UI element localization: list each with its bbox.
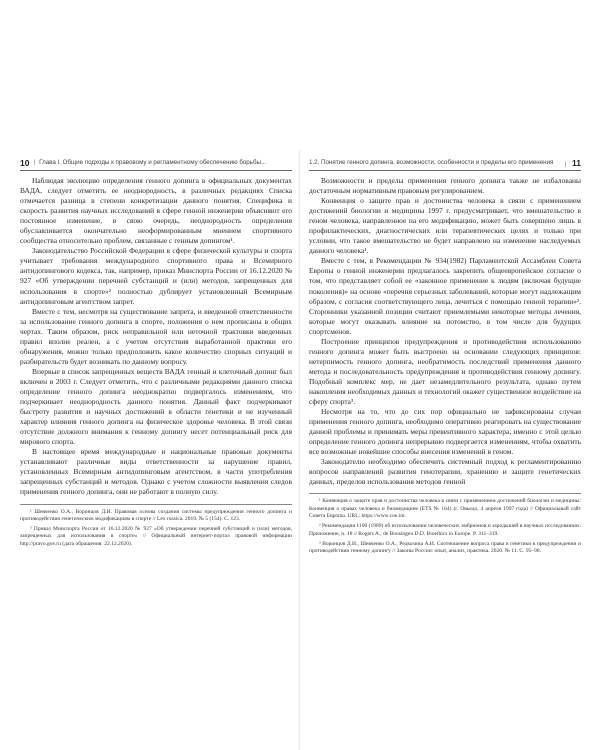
paragraph: Наблюдая эволюцию определения генного допинга в официальных документах ВАДА, следует отметить ее неоднородность, в различных редакциях Списка отмечается разница в степени конкретизации данного понятия. Специфика и скорость развития научных исследований в сфере генной инженерии объясняют его постоянное изменение, в свою очередь, неоднородность определения обуславливается окончательно неоформированным мнением спортивного сообщества относительно проблем, связанные с генным допингом¹. [20,176,292,246]
left-body-text [20,176,292,498]
left-running-header [20,157,292,171]
left-running-head: Глава I. Общие подходы к правовому и регламентному обеспечению борьбы... [39,159,267,166]
left-page-number: 10 [20,157,30,168]
footnote: ¹ Конвенция о защите прав и достоинства человека в связи с применением достижений биологии и медицины: Конвенция о правах человека и биомедицине (ETS № 164) (г. Овьедо, 4 апреля 1997 года) // Официальный сайт Совета Европы. URL: https://www.coe.int. [309,498,581,520]
right-running-header [309,157,581,171]
paragraph: Конвенция о защите прав и достоинства человека в связи с применением достижений биологии и медицины 1997 г. предусматривает, что вмешательство в геном человека, направленное на его модификацию, может быть совершено лишь в профилактических, диагностических или терапевтических целях и только при условии, что такое вмешательство не будет направлено на изменение наследуемых данного человека¹. [309,196,581,256]
right-page-number: 11 [572,157,581,168]
footnote: ² Приказ Минспорта России от 16.12.2020 № 927 «Об утверждении перечней субстанций и (или) методов, запрещенных для использования в спорте» // Официальный интернет-портал правовой информации http://pravo.gov.ru (дата обращения: 22.12.2020). [20,526,292,547]
paragraph: Законодательство Российской Федерации в сфере физической культуры и спорта учитывает требования международного спортивного права и Всемирного антидопингового кодекса, так, например, приказ Минспорта России от 16.12.2020 № 927 «Об утверждении перечней субстанций и (или) методов, запрещенных для использования в спорте»² полностью дублирует установленный Всемирным антидопинговым агентством запрет. [20,246,292,306]
paragraph: Законодателю необходимо обеспечить системный подход к регламентированию вопросов направлений развития генотерапии, хранению и защите генетических данных, пределов использования методов генной [309,457,581,487]
header-separator: | [564,160,567,168]
paragraph: Возможности и пределы применения генного допинга также не избалованы достаточным нормативным правовым регулированием. [309,176,581,196]
paragraph: Впервые в список запрещенных веществ ВАДА генный и клеточный допинг был включен в 2003 г. Следует отметить, что с различными редакциями данного списка определение генного допинга неоднократно подвергалось изменениям, что подчеркивает неоднородность данного понятия. Данный факт подчеркивают быстроту развития и научных достижений в области генетики и не изученный характер влияния генного допинга на физическое здоровье человека. В этой связи отсутствие должного внимания к генному допингу несет потенциальный риск для мирового спорта. [20,366,292,447]
right-footnotes [309,493,581,555]
footnote: ¹ Шевченко О.А., Воронцов Д.И. Правовая основа создания системы предупреждения генного допинга и противодействия генетическим модификациям в спорте // Lex russica. 2019. № 5 (154). С. 123. [20,508,292,522]
footnote: ² Рекомендация 1100 (1989) об использовании человеческих эмбрионов и зародышей в научных исследованиях. Приложение, п. 18 // Rogers A., de Bousingen D.D. Bioethics in Europe. P. 311–319. [309,523,581,537]
paragraph: Построение принципов предупреждения и противодействия использованию генного допинга может быть выстроено на основании следующих принципов: нетерпимость генного допинга, необратимость последствий применения данного метода и последовательность предупреждения и противодействия генному допингу. Подобный комплекс мер, не дает незамедлительного результата, однако путем накопления необходимых данных и технологий окажет существенное воздействие на сферу спорта³. [309,336,581,407]
footnote: ³ Воронцов Д.И., Шевченко О.А., Редкозина А.И. Соотношение вопроса права и генетики в предупреждении и противодействии генному допингу // Законы России: опыт, анализ, практика. 2020. № 11. С. 95–98. [309,540,581,555]
header-separator: | [33,159,36,166]
left-page [20,157,292,551]
right-page [309,157,581,559]
paragraph: Вместе с тем, несмотря на существование запрета, и введенной ответственности за использование генного допинга в спорте, положения о нем прописаны в общих чертах. Таким образом, риск неправильной или неточной трактовки введенных правил вполне реален, а с учетом отсутствия выработанной практики его обнаружения, можно только предположить какое количество спорных ситуаций и разбирательств будет возникать по данному вопросу. [20,306,292,366]
right-body-text [309,176,581,487]
left-footnotes [20,504,292,548]
book-gutter [299,150,301,750]
paragraph: Вместе с тем, в Рекомендации № 934(1982) Парламентской Ассамблеи Совета Европы о генной инженерии предлагалось закрепить общеевропейское согласие о том, что представляет собой ее «законное применение к людям (включая будущие поколения)» на основе «перечня серьезных заболеваний, которые могут надлежащим образом, с согласия соответствующего лица, лечиться с помощью генной терапии»². Сторонники указанной позиции считают приемлемыми некоторые методы лечения, которые могут оказывать влияние на потомство, в том числе для будущих спортсменов. [309,256,581,336]
right-running-head: 1.2. Понятие генного допинга, возможности, особенности и пределы его применения [309,159,554,166]
paragraph: Несмотря на то, что до сих пор официально не зафиксированы случаи применения генного допинга, необходимо оперативно реагировать на существование данной проблемы и принимать меры превентивного характера, именно с этой целью определение генного допинга непрерывно подвергается изменениям, чтобы охватить все возможные новейшие способы внесения изменений в геном. [309,407,581,457]
paragraph: В настоящее время международные и национальные правовые документы устанавливают различные виды ответственности за нарушение правил, установленных Всемирным антидопинговым агентством, в части употребления запрещенных субстанций и методов. Однако с учетом сложности выявления следов применения генного допинга, они не работают в полную силу. [20,447,292,497]
